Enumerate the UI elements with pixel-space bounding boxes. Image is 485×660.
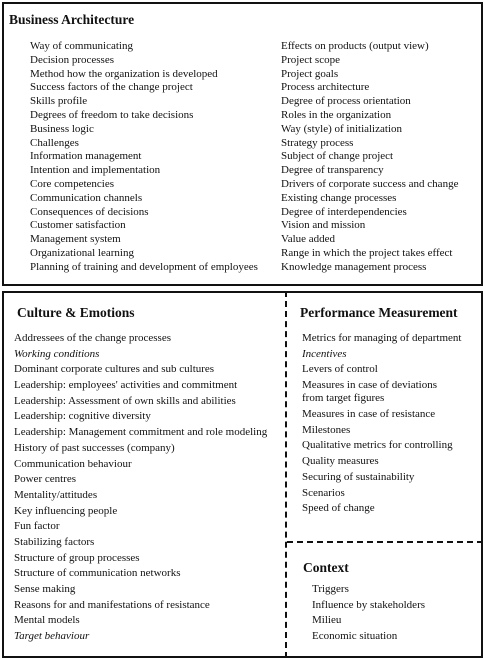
list-item: Vision and mission [281, 219, 366, 232]
list-item: Value added [281, 233, 336, 246]
list-item: Planning of training and development of employees [30, 260, 258, 273]
list-item: Mentality/attitudes [14, 488, 98, 501]
list-item: Degree of process orientation [281, 95, 411, 108]
list-item: Method how the organization is developed [30, 67, 218, 80]
list-item: Subject of change project [281, 150, 394, 163]
context-list [312, 582, 425, 645]
context-title: Context [303, 560, 349, 575]
vertical-dashed-divider [285, 291, 287, 658]
list-item: Scenarios [302, 486, 345, 499]
list-item: Strategy process [281, 136, 354, 149]
list-item: Leadership: cognitive diversity [14, 410, 151, 423]
performance-measurement-list [302, 331, 474, 517]
list-item: Degree of transparency [281, 164, 384, 177]
list-item: Leadership: Management commitment and role modeling [14, 426, 268, 439]
list-item: Knowledge management process [281, 260, 427, 273]
list-item: Decision processes [30, 53, 115, 66]
business-architecture-title: Business Architecture [9, 12, 135, 27]
list-item: Fun factor [14, 520, 60, 533]
list-item: Measures in case of resistance [302, 408, 436, 421]
list-item: Degrees of freedom to take decisions [30, 108, 194, 121]
list-item: Reasons for and manifestations of resistance [14, 598, 210, 611]
horizontal-dashed-divider [287, 541, 483, 543]
business-architecture-right-list [281, 40, 458, 275]
list-item: Speed of change [302, 502, 375, 515]
list-item: Information management [30, 150, 142, 163]
list-item: Drivers of corporate success and change [281, 177, 459, 190]
list-item: Metrics for managing of department [302, 332, 462, 344]
list-item: Existing change processes [281, 191, 397, 204]
list-item: Triggers [312, 583, 349, 595]
list-item: Roles in the organization [281, 108, 392, 121]
list-item: Power centres [14, 473, 77, 486]
list-item: Project goals [281, 67, 339, 80]
list-item: Communication behaviour [14, 457, 132, 470]
list-item: Influence by stakeholders [312, 598, 426, 611]
list-item: Sense making [14, 583, 76, 595]
business-architecture-left-list [30, 40, 258, 275]
list-item: Working conditions [14, 347, 100, 360]
list-item: Project scope [281, 53, 340, 66]
list-item: Milestones [302, 423, 351, 436]
list-item: Economic situation [312, 630, 398, 643]
list-item: Addressees of the change processes [14, 332, 171, 344]
list-item: Effects on products (output view) [281, 40, 429, 52]
list-item: Skills profile [30, 95, 88, 108]
list-item: Incentives [302, 347, 347, 360]
list-item: Quality measures [302, 455, 379, 468]
list-item: Leadership: employees' activities and commitment [14, 379, 238, 392]
list-item: Business logic [30, 122, 94, 135]
list-item: Management system [30, 233, 121, 246]
list-item: Organizational learning [30, 246, 134, 259]
list-item: Stabilizing factors [14, 535, 95, 548]
list-item: Mental models [14, 614, 80, 627]
list-item: Intention and implementation [30, 164, 161, 177]
list-item: Key influencing people [14, 504, 118, 517]
list-item: Securing of sustainability [302, 470, 415, 483]
list-item: Qualitative metrics for controlling [302, 439, 453, 452]
list-item: Structure of group processes [14, 551, 140, 564]
list-item: Core competencies [30, 177, 114, 190]
culture-emotions-title: Culture & Emotions [17, 305, 135, 320]
list-item: Success factors of the change project [30, 81, 193, 94]
list-item: Process architecture [281, 81, 370, 94]
list-item: Way of communicating [30, 40, 133, 52]
list-item: History of past successes (company) [14, 441, 175, 454]
list-item: Challenges [30, 136, 79, 149]
list-item: Milieu [312, 614, 342, 627]
list-item: Dominant corporate cultures and sub cultures [14, 363, 215, 376]
list-item: Degree of interdependencies [281, 205, 407, 218]
list-item: Consequences of decisions [30, 205, 149, 218]
list-item: Target behaviour [14, 630, 90, 643]
performance-measurement-title: Performance Measurement [300, 305, 458, 320]
list-item: Levers of control [302, 363, 378, 376]
list-item: Communication channels [30, 191, 143, 204]
list-item: Measures in case of deviations from target figures [302, 379, 438, 405]
list-item: Leadership: Assessment of own skills and abilities [14, 394, 236, 407]
culture-emotions-list [14, 331, 267, 645]
list-item: Range in which the project takes effect [281, 246, 453, 259]
list-item: Structure of communication networks [14, 567, 181, 580]
list-item: Way (style) of initialization [281, 122, 402, 135]
list-item: Customer satisfaction [30, 219, 126, 232]
